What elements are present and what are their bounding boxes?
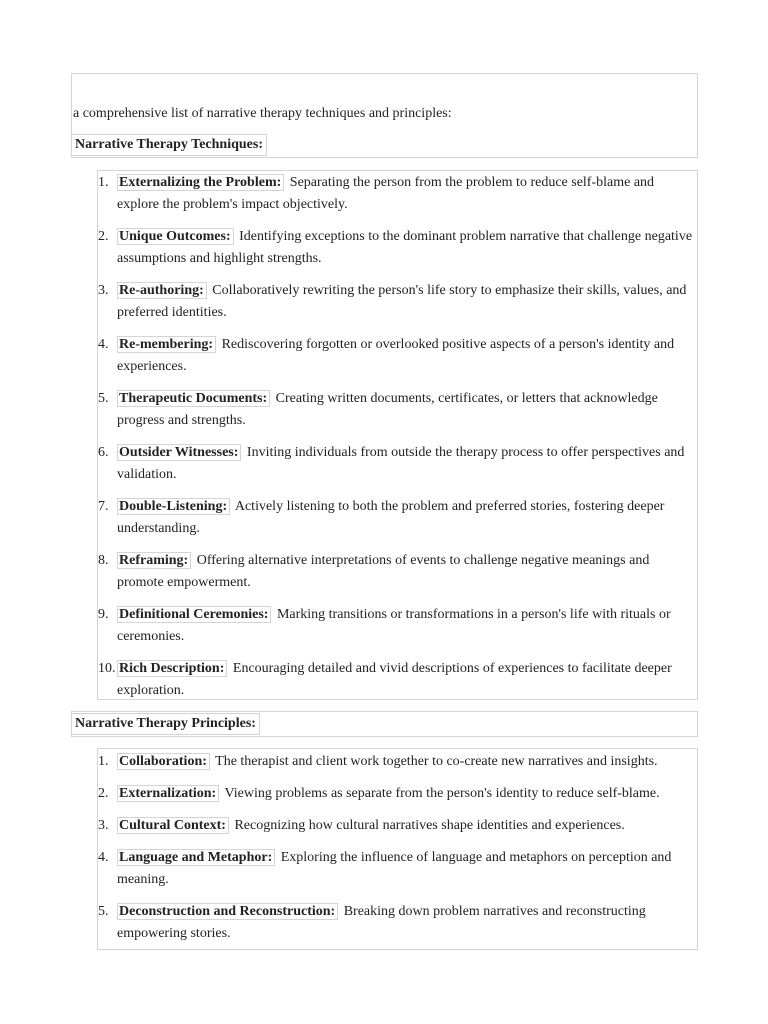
item-term: Unique Outcomes: <box>117 228 234 245</box>
item-number: 6. <box>98 445 109 460</box>
item-number: 2. <box>98 786 109 801</box>
item-number: 4. <box>98 337 109 352</box>
list-item <box>98 815 698 837</box>
list-item <box>98 496 698 540</box>
item-description: Exploring the influence of language and metaphors on perception and meaning. <box>117 850 672 887</box>
item-description: Recognizing how cultural narratives shape identities and experiences. <box>234 818 625 833</box>
item-number: 1. <box>98 175 109 190</box>
item-number: 3. <box>98 818 109 833</box>
list-item <box>98 334 698 378</box>
item-description: Rediscovering forgotten or overlooked positive aspects of a person's identity and experiences. <box>117 337 675 374</box>
list-item <box>98 226 698 270</box>
item-description: Separating the person from the problem to reduce self-blame and explore the problem's impact objectively. <box>117 175 655 212</box>
list-item <box>98 604 698 648</box>
item-description: Collaboratively rewriting the person's life story to emphasize their skills, values, and preferred identities. <box>117 283 687 320</box>
item-description: Creating written documents, certificates, or letters that acknowledge progress and strengths. <box>117 391 658 428</box>
item-term: Cultural Context: <box>117 817 229 834</box>
techniques-heading: Narrative Therapy Techniques: <box>71 134 267 156</box>
list-item <box>98 751 698 773</box>
item-description: Marking transitions or transformations in a person's life with rituals or ceremonies. <box>117 607 671 644</box>
list-item <box>98 172 698 216</box>
item-term: Re-membering: <box>117 336 216 353</box>
list-item <box>98 280 698 324</box>
item-number: 7. <box>98 499 109 514</box>
list-item <box>98 658 698 702</box>
intro-text: a comprehensive list of narrative therapy techniques and principles: <box>73 106 452 121</box>
item-number: 9. <box>98 607 109 622</box>
item-description: Inviting individuals from outside the therapy process to offer perspectives and validation. <box>117 445 685 482</box>
item-term: Externalization: <box>117 785 219 802</box>
item-term: Outsider Witnesses: <box>117 444 241 461</box>
item-term: Re-authoring: <box>117 282 207 299</box>
techniques-list <box>98 172 698 712</box>
principles-heading: Narrative Therapy Principles: <box>71 713 260 735</box>
item-term: Double-Listening: <box>117 498 230 515</box>
item-description: Identifying exceptions to the dominant problem narrative that challenge negative assumptions and highlight strengths. <box>117 229 693 266</box>
item-number: 5. <box>98 391 109 406</box>
item-term: Deconstruction and Reconstruction: <box>117 903 338 920</box>
list-item <box>98 901 698 945</box>
item-description: The therapist and client work together to co-create new narratives and insights. <box>215 754 658 769</box>
item-description: Encouraging detailed and vivid descriptions of experiences to facilitate deeper exploration. <box>117 661 672 698</box>
item-description: Actively listening to both the problem and preferred stories, fostering deeper understanding. <box>117 499 665 536</box>
item-number: 1. <box>98 754 109 769</box>
item-term: Rich Description: <box>117 660 227 677</box>
item-number: 3. <box>98 283 109 298</box>
item-term: Therapeutic Documents: <box>117 390 270 407</box>
principles-list <box>98 751 698 955</box>
item-term: Collaboration: <box>117 753 210 770</box>
item-description: Offering alternative interpretations of events to challenge negative meanings and promote empowerment. <box>117 553 650 590</box>
item-number: 2. <box>98 229 109 244</box>
list-item <box>98 847 698 891</box>
list-item <box>98 442 698 486</box>
list-item <box>98 550 698 594</box>
item-term: Reframing: <box>117 552 191 569</box>
item-description: Breaking down problem narratives and reconstructing empowering stories. <box>117 904 646 941</box>
item-number: 4. <box>98 850 109 865</box>
item-term: Definitional Ceremonies: <box>117 606 271 623</box>
item-number: 10. <box>98 661 116 676</box>
item-number: 5. <box>98 904 109 919</box>
item-description: Viewing problems as separate from the person's identity to reduce self-blame. <box>224 786 660 801</box>
item-term: Language and Metaphor: <box>117 849 275 866</box>
item-number: 8. <box>98 553 109 568</box>
list-item <box>98 388 698 432</box>
list-item <box>98 783 698 805</box>
item-term: Externalizing the Problem: <box>117 174 284 191</box>
